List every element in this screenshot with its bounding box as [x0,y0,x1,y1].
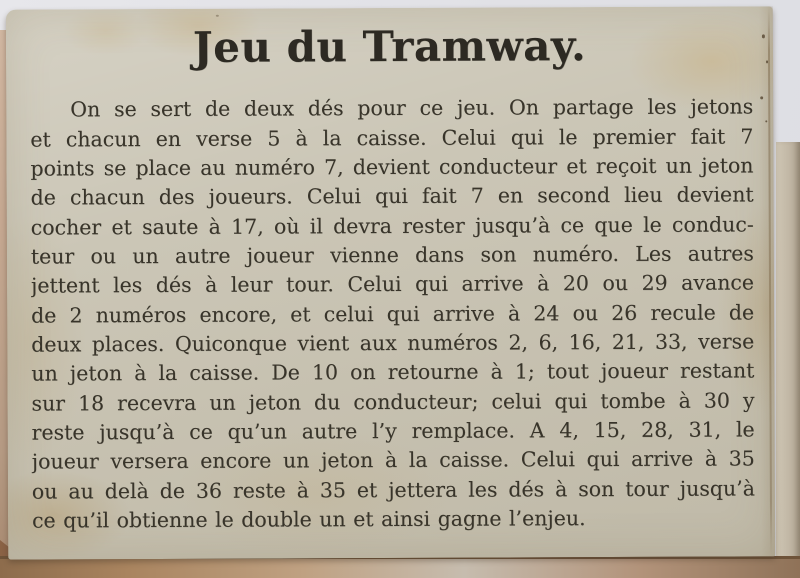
body-line: sur 18 recevra un jeton du conducteur; celui qui tombe à 30 y [31,388,755,416]
card-stack-right-edge [776,142,800,564]
body-line: ou au delà de 36 reste à 35 et jettera les dés à son tour jusqu’à [31,476,755,504]
card-body [30,93,755,536]
body-line: On se sert de deux dés pour ce jeu. On partage les jetons [70,94,754,122]
card-stack-bottom-edge [0,556,800,578]
body-line: points se place au numéro 7, devient conducteur et reçoit un jeton [30,153,754,181]
body-line: de 2 numéros encore, et celui qui arrive à 24 ou 26 recule de [31,300,755,328]
body-line: joueur versera encore un jeton à la caisse. Celui qui arrive à 35 [31,446,755,474]
card-title: Jeu du Tramway. [192,21,587,72]
game-card [6,6,775,559]
body-line: deux places. Quiconque vient aux numéros 2, 6, 16, 21, 33, verse [31,329,755,357]
body-line: ce qu’il obtienne le double un et ainsi gagne l’enjeu. [31,506,586,533]
body-line: teur ou un autre joueur vienne dans son numéro. Les autres [30,241,754,269]
body-line: reste jusqu’à ce qu’un autre l’y remplace. A 4, 15, 28, 31, le [31,417,755,445]
body-line: de chacun des joueurs. Celui qui fait 7 en second lieu devient [30,182,754,210]
body-line: et chacun en verse 5 à la caisse. Celui qui le premier fait 7 [30,124,754,152]
card-edge-specks [6,6,773,9]
body-line: jettent les dés à leur tour. Celui qui arrive à 20 ou 29 avance [30,270,755,298]
body-line: cocher et saute à 17, où il devra rester jusqu’à ce que le conduc- [30,212,754,240]
body-line: un jeton à la caisse. De 10 on retourne à 1; tout joueur restant [31,358,755,386]
card-edge-shade [759,6,775,556]
